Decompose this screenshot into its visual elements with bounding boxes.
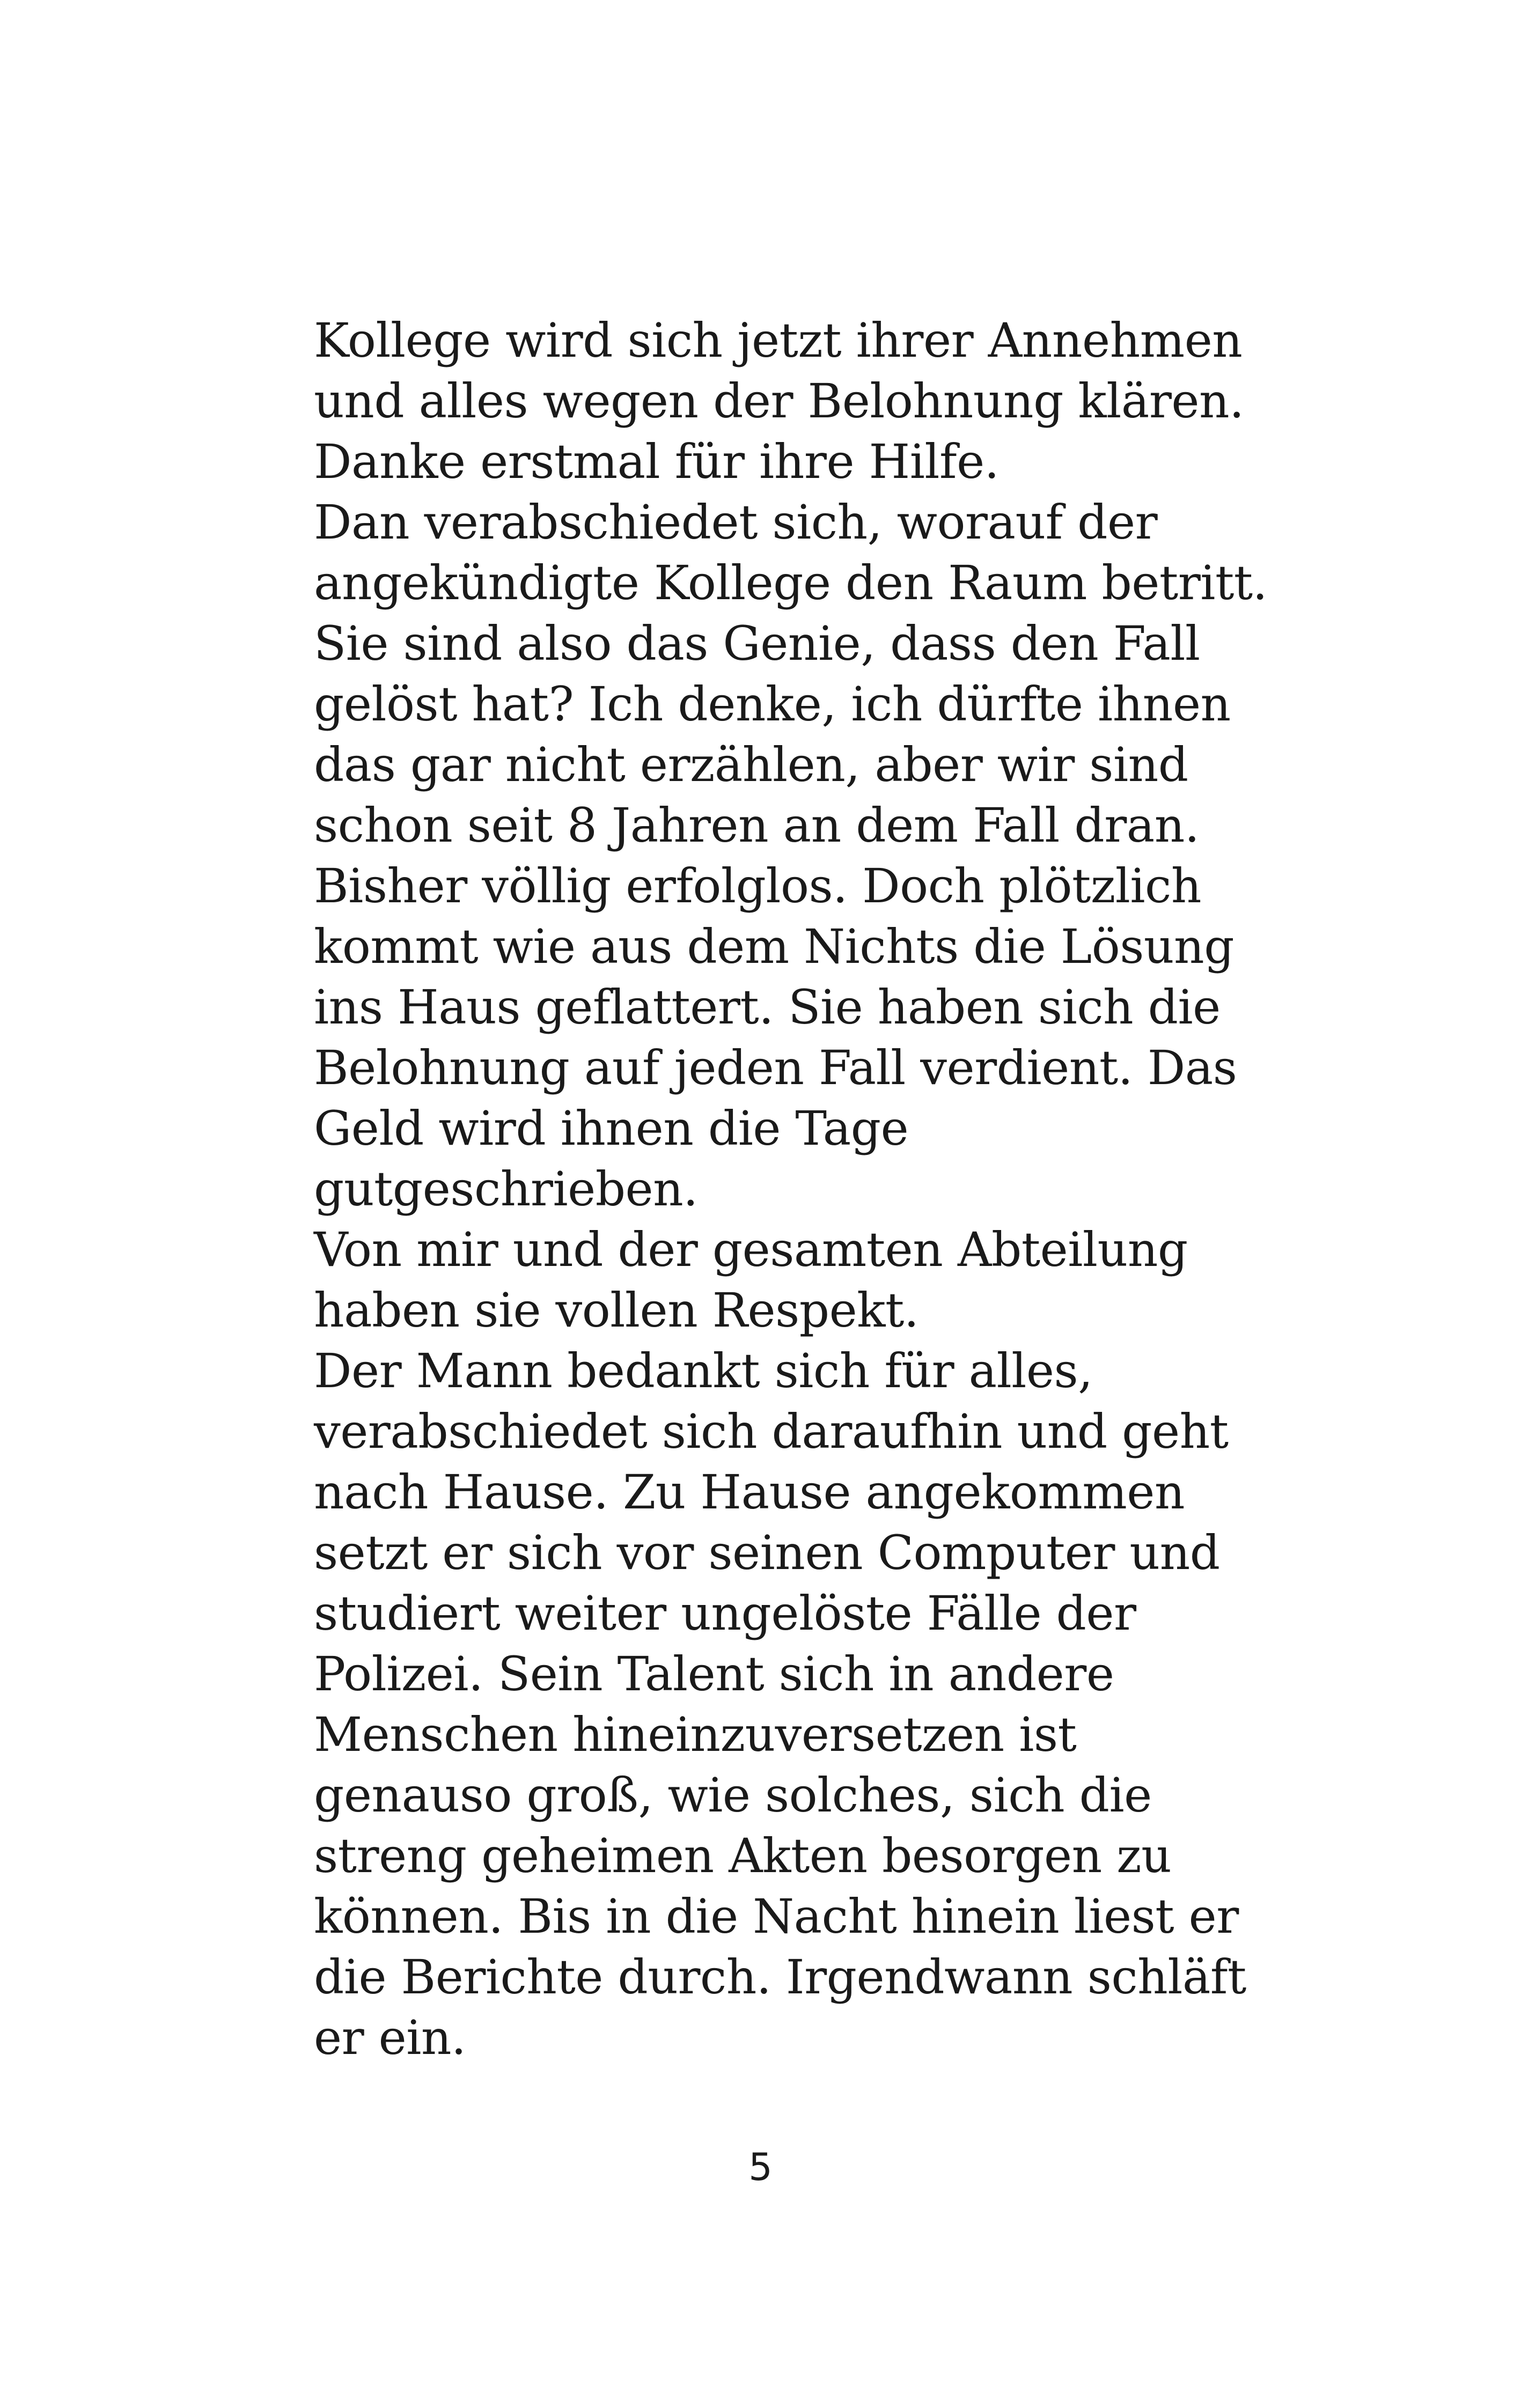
text-line: angekündigte Kollege den Raum betritt. bbox=[314, 555, 1268, 610]
text-line: das gar nicht erzählen, aber wir sind bbox=[314, 737, 1188, 792]
text-line: streng geheimen Akten besorgen zu bbox=[314, 1828, 1172, 1883]
text-line: schon seit 8 Jahren an dem Fall dran. bbox=[314, 798, 1200, 853]
text-line: Kollege wird sich jetzt ihrer Annehmen bbox=[314, 313, 1243, 368]
text-line: verabschiedet sich daraufhin und geht bbox=[314, 1404, 1229, 1459]
text-line: Geld wird ihnen die Tage bbox=[314, 1101, 909, 1156]
text-line: er ein. bbox=[314, 2010, 466, 2065]
text-line: studiert weiter ungelöste Fälle der bbox=[314, 1586, 1136, 1641]
text-line: ins Haus geflattert. Sie haben sich die bbox=[314, 980, 1221, 1035]
text-line: Dan verabschiedet sich, worauf der bbox=[314, 495, 1158, 550]
text-line: Der Mann bedankt sich für alles, bbox=[314, 1343, 1093, 1398]
text-line: nach Hause. Zu Hause angekommen bbox=[314, 1464, 1185, 1520]
text-line: Von mir und der gesamten Abteilung bbox=[314, 1222, 1188, 1277]
text-line: die Berichte durch. Irgendwann schläft bbox=[314, 1949, 1246, 2005]
page-number: 5 bbox=[748, 2145, 773, 2189]
text-line: Danke erstmal für ihre Hilfe. bbox=[314, 434, 1000, 489]
text-line: Polizei. Sein Talent sich in andere bbox=[314, 1646, 1114, 1702]
text-line: genauso groß, wie solches, sich die bbox=[314, 1768, 1152, 1823]
text-line: setzt er sich vor seinen Computer und bbox=[314, 1525, 1220, 1580]
text-line: Sie sind also das Genie, dass den Fall bbox=[314, 616, 1200, 671]
text-line: können. Bis in die Nacht hinein liest er bbox=[314, 1889, 1239, 1944]
text-line: haben sie vollen Respekt. bbox=[314, 1283, 919, 1338]
text-line: und alles wegen der Belohnung klären. bbox=[314, 373, 1244, 429]
text-line: Menschen hineinzuversetzen ist bbox=[314, 1707, 1077, 1762]
text-line: Bisher völlig erfolglos. Doch plötzlich bbox=[314, 858, 1202, 914]
text-line: gutgeschrieben. bbox=[314, 1161, 698, 1217]
text-line: gelöst hat? Ich denke, ich dürfte ihnen bbox=[314, 676, 1231, 732]
text-line: Belohnung auf jeden Fall verdient. Das bbox=[314, 1040, 1237, 1095]
text-line: kommt wie aus dem Nichts die Lösung bbox=[314, 919, 1235, 974]
body-text bbox=[314, 310, 1268, 2068]
